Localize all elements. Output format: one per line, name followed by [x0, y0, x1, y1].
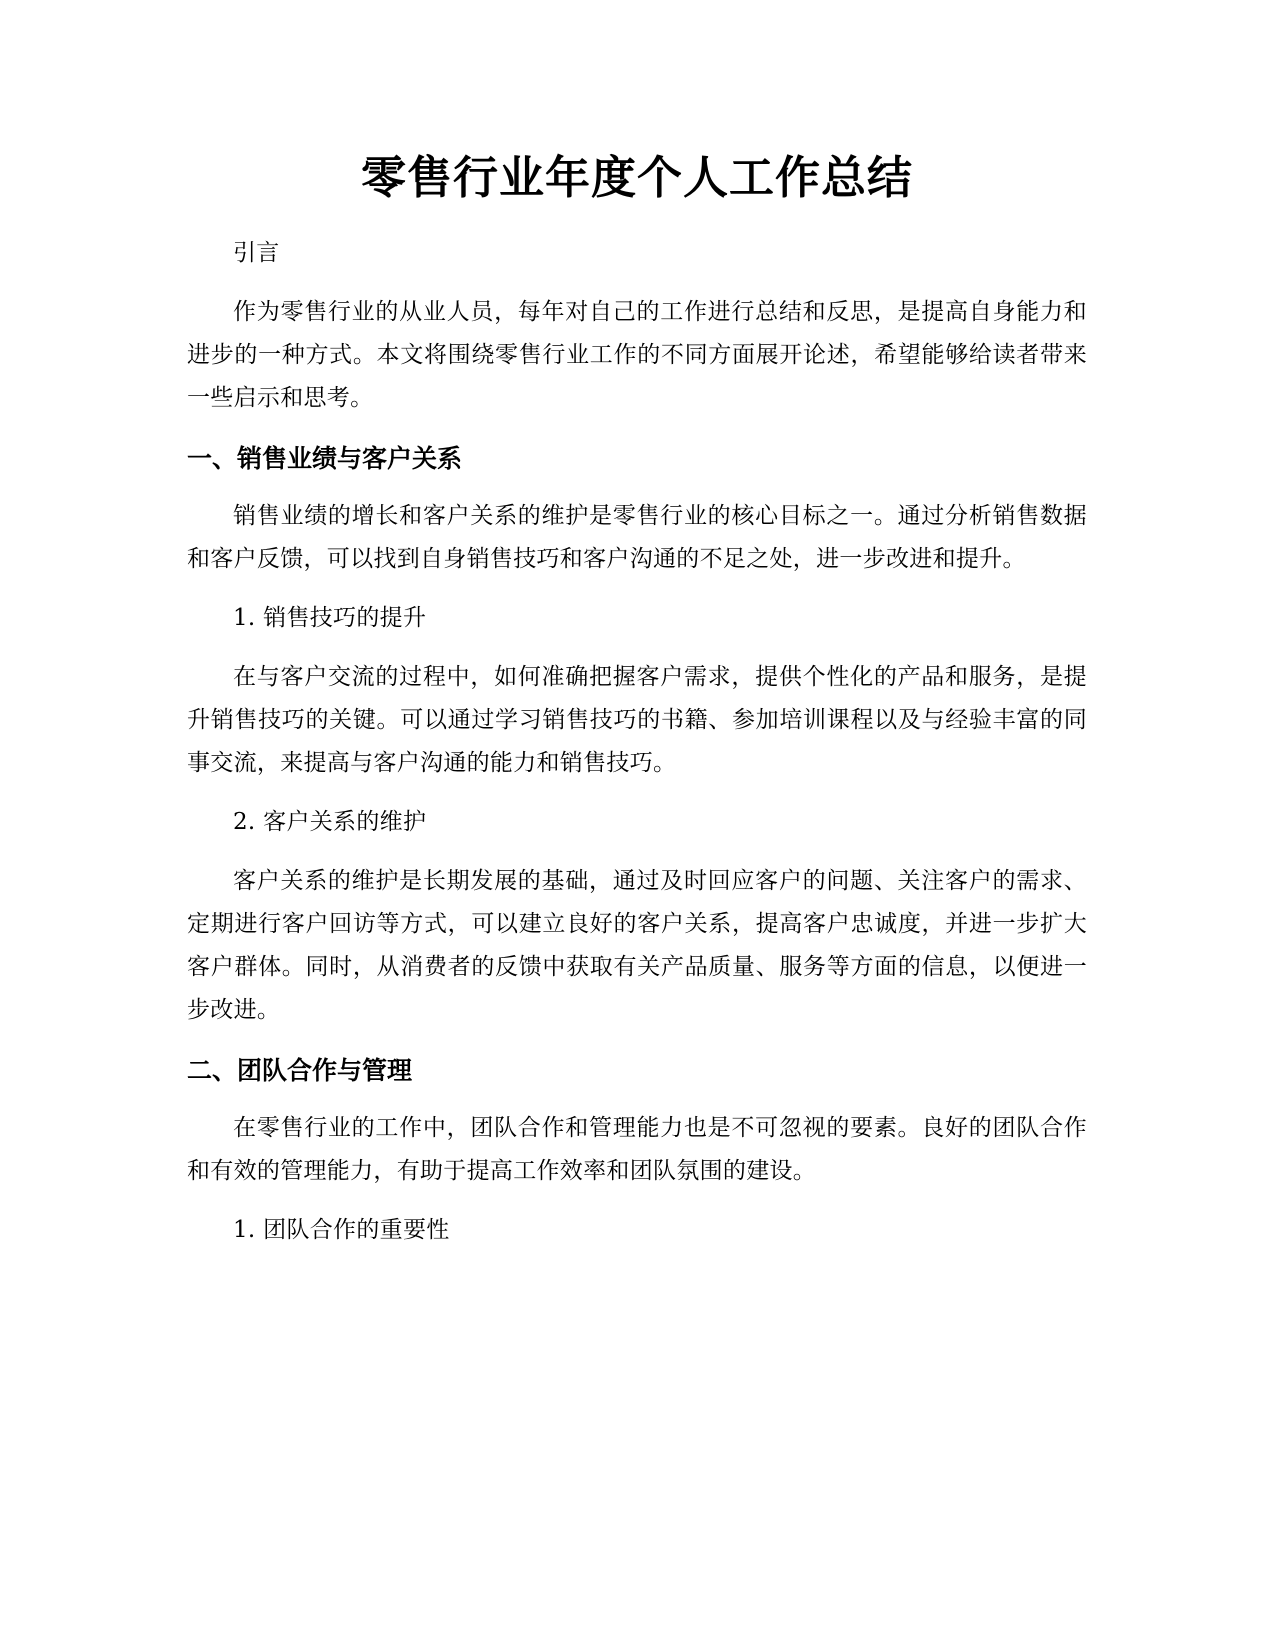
- subsection-paragraph-customer-relations: 客户关系的维护是长期发展的基础，通过及时回应客户的问题、关注客户的需求、定期进行客户回访等方式，可以建立良好的客户关系，提高客户忠诚度，并进一步扩大客户群体。同时，从消费者的反馈中获取有关产品质量、服务等方面的信息，以便进一步改进。: [187, 868, 1087, 1023]
- section-heading-sales: 一、销售业绩与客户关系: [187, 444, 463, 473]
- section-paragraph-team: 在零售行业的工作中，团队合作和管理能力也是不可忽视的要素。良好的团队合作和有效的管理能力，有助于提高工作效率和团队氛围的建设。: [187, 1115, 1087, 1184]
- subsection-paragraph-sales-skills: 在与客户交流的过程中，如何准确把握客户需求，提供个性化的产品和服务，是提升销售技巧的关键。可以通过学习销售技巧的书籍、参加培训课程以及与经验丰富的同事交流，来提高与客户沟通的能力和销售技巧。: [187, 664, 1087, 776]
- section-heading-team: 二、团队合作与管理: [187, 1056, 413, 1085]
- subsection-label-sales-skills: 1. 销售技巧的提升: [233, 605, 427, 631]
- intro-label: 引言: [233, 240, 280, 266]
- document-title: 零售行业年度个人工作总结: [360, 151, 913, 204]
- section-paragraph-sales: 销售业绩的增长和客户关系的维护是零售行业的核心目标之一。通过分析销售数据和客户反馈，可以找到自身销售技巧和客户沟通的不足之处，进一步改进和提升。: [187, 503, 1087, 572]
- intro-paragraph: 作为零售行业的从业人员，每年对自己的工作进行总结和反思，是提高自身能力和进步的一种方式。本文将围绕零售行业工作的不同方面展开论述，希望能够给读者带来一些启示和思考。: [187, 299, 1087, 411]
- subsection-label-team-importance: 1. 团队合作的重要性: [233, 1217, 450, 1243]
- document-body: [187, 148, 1087, 1252]
- subsection-label-customer-relations: 2. 客户关系的维护: [233, 809, 427, 835]
